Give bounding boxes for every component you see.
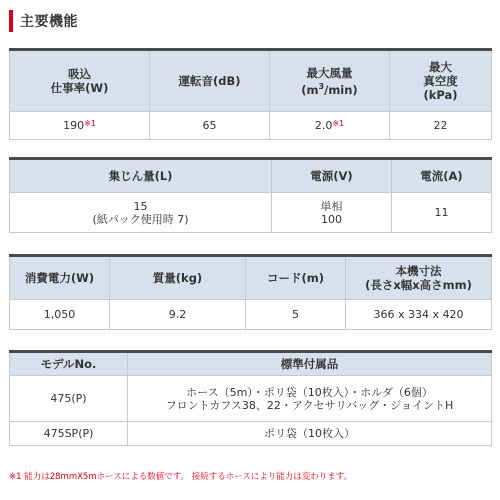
header-max-airflow: 最大風量 $(m^3/\min)$ (270, 50, 390, 112)
heading-accent-bar (9, 10, 13, 32)
accessories-list: ポリ袋（10枚入） (128, 422, 492, 446)
header-noise: 運転音(dB) (150, 50, 270, 112)
header-accessories: 標準付属品 (128, 352, 492, 376)
header-current: 電流(A) (392, 159, 492, 193)
accessories-table (9, 350, 492, 446)
header-max-vacuum: 最大 真空度 (kPa) (390, 50, 492, 112)
header-suction-power: 吸込 仕事率(W) (10, 50, 150, 112)
model-number: 475(P) (10, 376, 128, 422)
table-row (10, 422, 492, 446)
header-model-no: モデルNo. (10, 352, 128, 376)
spec-table-capacity (9, 157, 492, 233)
value-cord: 5 (246, 300, 346, 330)
spec-table-suction (9, 48, 492, 140)
footnote: ※1 能力は28mmX5mホースによる数値です。 接続するホースにより能力は変わります。 (9, 472, 353, 482)
model-number: 475SP(P) (10, 422, 128, 446)
header-dust-capacity: 集じん量(L) (10, 159, 272, 193)
value-noise: 65 (150, 112, 270, 140)
header-cord: コード(m) (246, 256, 346, 300)
value-max-airflow: 2.0$^{※1}$ (270, 112, 390, 140)
value-max-vacuum: 22 (390, 112, 492, 140)
header-power-source: 電源(V) (272, 159, 392, 193)
header-mass: 質量(kg) (110, 256, 246, 300)
value-current: 11 (392, 193, 492, 233)
value-dust-capacity: 15 (紙パック使用時 7) (10, 193, 272, 233)
table-row (10, 376, 492, 422)
value-power-consumption: 1,050 (10, 300, 110, 330)
header-dimensions: 本機寸法 (長さx幅x高さmm) (346, 256, 492, 300)
accessories-list: ホース（5m）・ポリ袋（10枚入）・ホルダ（6個） フロントカフス38、22・アクセサリバッグ・ジョイントH (128, 376, 492, 422)
value-suction-power: 190$^{※1}$ (10, 112, 150, 140)
section-title: 主要機能 (20, 14, 78, 30)
value-mass: 9.2 (110, 300, 246, 330)
header-power-consumption: 消費電力(W) (10, 256, 110, 300)
spec-table-dimensions (9, 254, 492, 330)
value-power-source: 単相 100 (272, 193, 392, 233)
value-dimensions: 366 x 334 x 420 (346, 300, 492, 330)
section-heading (9, 10, 78, 32)
